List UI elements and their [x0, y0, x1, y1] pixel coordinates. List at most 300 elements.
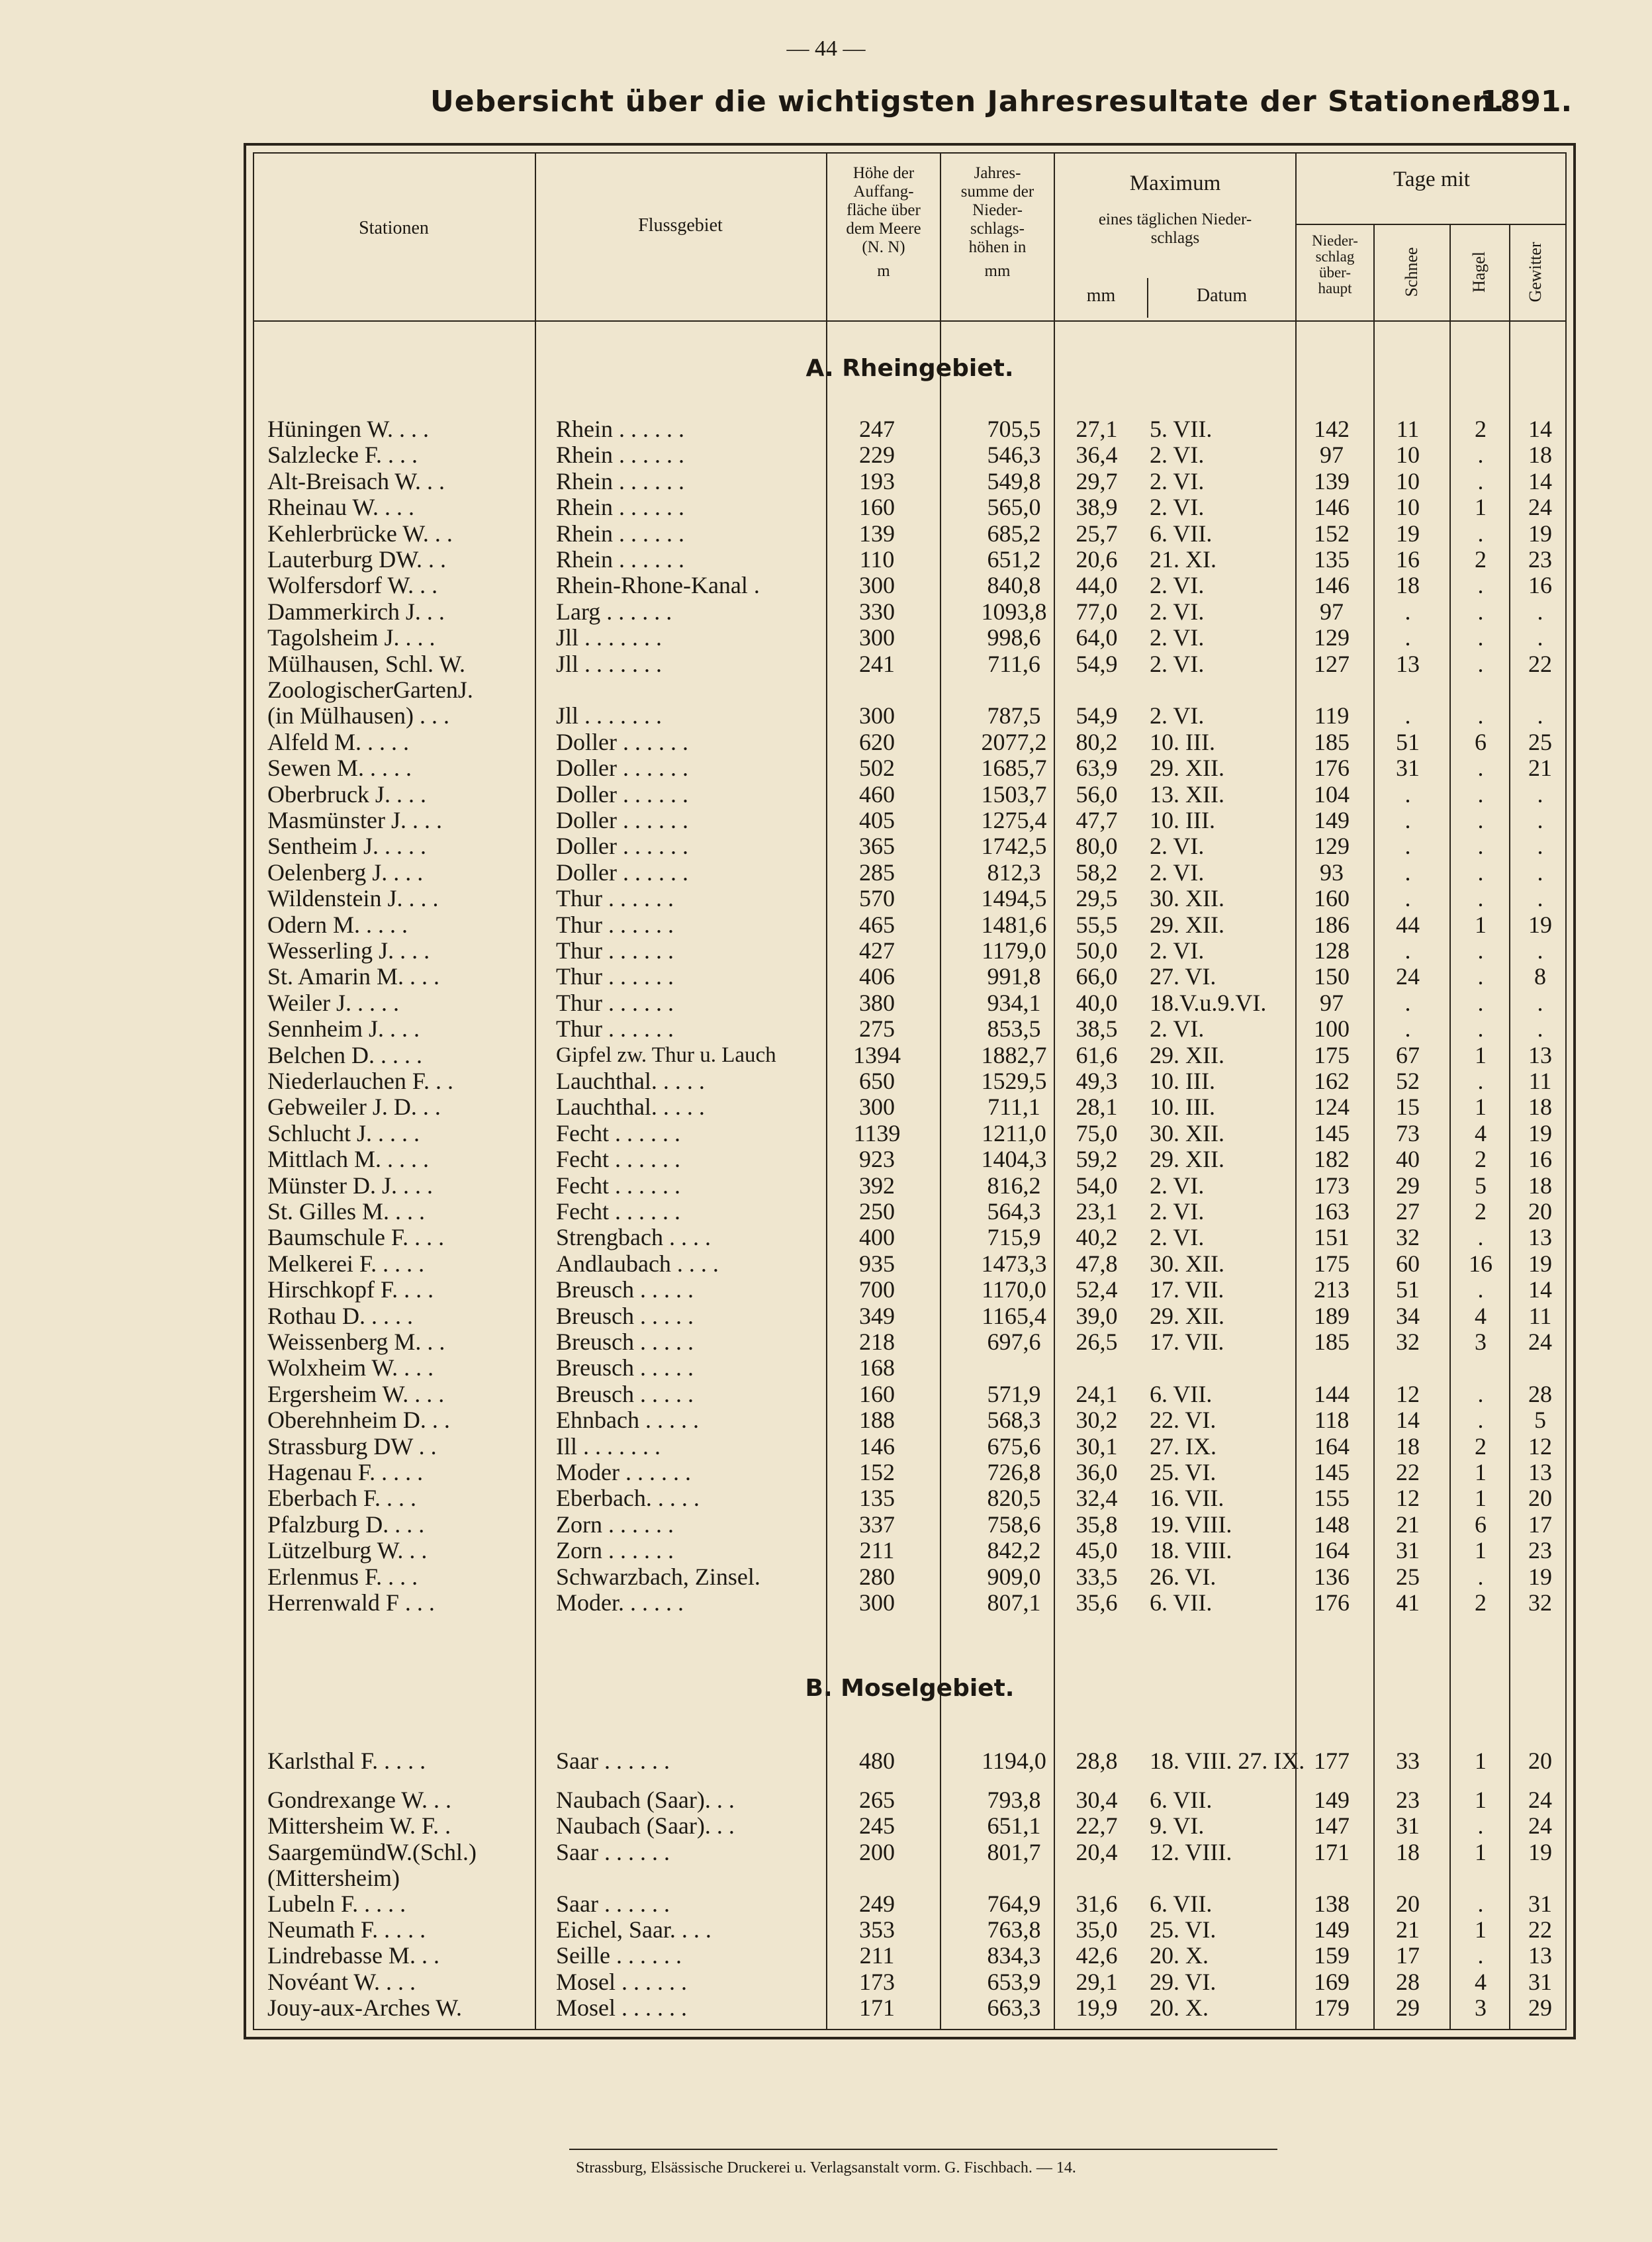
table-row	[253, 1068, 1567, 1094]
footer-rule	[569, 2149, 1277, 2150]
days-snow: 40	[1396, 1146, 1420, 1173]
annual-precip-mm: 549,8	[987, 467, 1041, 494]
header-maximum: Maximum	[1129, 171, 1221, 195]
days-thunder: .	[1537, 624, 1543, 651]
days-thunder: 13	[1528, 1041, 1552, 1068]
days-precip: 160	[1314, 885, 1350, 912]
river-basin: Jll . . . . . . .	[556, 624, 663, 651]
days-snow: 29	[1396, 1172, 1420, 1199]
elevation-m: 280	[859, 1563, 895, 1590]
elevation-m: 193	[859, 467, 895, 494]
elevation-m: 400	[859, 1224, 895, 1251]
river-basin: Rhein . . . . . .	[556, 520, 684, 547]
days-snow: 21	[1396, 1511, 1420, 1538]
table-row	[253, 1839, 1567, 1865]
max-daily-mm: 30,4	[1076, 1787, 1118, 1814]
max-daily-date: 6. VII.	[1150, 1380, 1213, 1407]
annual-precip-mm: 991,8	[987, 963, 1041, 990]
elevation-m: 570	[859, 885, 895, 912]
days-hail: .	[1477, 598, 1484, 625]
river-basin: Breusch . . . . .	[556, 1302, 694, 1329]
header-max-datum: Datum	[1196, 285, 1248, 306]
days-precip: 93	[1320, 859, 1344, 886]
max-daily-mm: 29,7	[1076, 467, 1118, 494]
elevation-m: 380	[859, 989, 895, 1016]
max-daily-date: 13. XII.	[1150, 780, 1224, 808]
days-thunder: 22	[1528, 1916, 1552, 1943]
days-hail: .	[1477, 937, 1484, 964]
days-thunder: 24	[1528, 494, 1552, 521]
max-daily-date: 5. VII.	[1150, 416, 1213, 442]
days-snow: .	[1404, 807, 1411, 833]
river-basin: Doller . . . . . .	[556, 755, 688, 782]
annual-precip-mm: 711,1	[987, 1094, 1040, 1121]
river-basin: Thur . . . . . .	[556, 963, 674, 990]
river-basin: Saar . . . . . .	[556, 1838, 670, 1865]
annual-precip-mm: 764,9	[987, 1891, 1041, 1917]
max-daily-date: 25. VI.	[1150, 1916, 1216, 1943]
table-row	[253, 1537, 1567, 1564]
river-basin: Larg . . . . . .	[556, 598, 672, 625]
days-precip: 124	[1314, 1094, 1350, 1121]
table-row	[253, 1042, 1567, 1068]
max-daily-date: 2. VI.	[1150, 1224, 1205, 1251]
days-thunder: 32	[1528, 1589, 1552, 1616]
elevation-m: 152	[859, 1459, 895, 1485]
max-daily-date: 20. X.	[1150, 1994, 1209, 2021]
max-daily-date: 2. VI.	[1150, 859, 1205, 886]
station-name: Karlsthal F. . . . .	[267, 1748, 426, 1774]
max-daily-date: 2. VI.	[1150, 702, 1205, 729]
max-daily-date: 2. VI.	[1150, 1198, 1205, 1225]
river-basin: Thur . . . . . .	[556, 885, 674, 912]
annual-precip-mm: 651,1	[987, 1812, 1041, 1840]
annual-precip-mm: 807,1	[987, 1589, 1041, 1616]
elevation-m: 923	[859, 1146, 895, 1173]
days-thunder: .	[1537, 859, 1543, 886]
days-thunder: 23	[1528, 1537, 1552, 1564]
days-precip: 176	[1314, 755, 1350, 782]
river-basin: Thur . . . . . .	[556, 937, 674, 964]
max-daily-mm: 36,4	[1076, 442, 1118, 469]
days-snow: 15	[1396, 1094, 1420, 1121]
max-daily-date: 10. III.	[1150, 807, 1215, 833]
max-daily-mm: 32,4	[1076, 1485, 1118, 1512]
station-name: Mittlach M. . . . .	[267, 1146, 429, 1173]
days-snow: 13	[1396, 650, 1420, 677]
elevation-m: 337	[859, 1511, 895, 1538]
annual-precip-mm: 564,3	[987, 1198, 1041, 1225]
days-snow: .	[1404, 1015, 1411, 1043]
river-basin: Thur . . . . . .	[556, 1015, 674, 1043]
station-name: Pfalzburg D. . . .	[267, 1511, 425, 1538]
max-daily-date: 6. VII.	[1150, 1891, 1213, 1917]
station-name: Wolfersdorf W. . .	[267, 572, 438, 599]
river-basin: Rhein . . . . . .	[556, 467, 684, 494]
days-snow: 17	[1396, 1942, 1420, 1969]
max-daily-date: 29. XII.	[1150, 911, 1224, 938]
station-name: ZoologischerGartenJ.	[267, 677, 473, 703]
river-basin: Naubach (Saar). . .	[556, 1812, 735, 1840]
table-row	[253, 1994, 1567, 2021]
annual-precip-mm: 1165,4	[982, 1302, 1046, 1329]
elevation-m: 168	[859, 1354, 895, 1381]
table-row	[253, 885, 1567, 911]
river-basin: Fecht . . . . . .	[556, 1119, 680, 1146]
max-daily-mm: 77,0	[1076, 598, 1118, 625]
max-daily-mm: 29,1	[1076, 1968, 1118, 1995]
days-hail: .	[1477, 885, 1484, 912]
days-snow: 10	[1396, 467, 1420, 494]
header-hoehe: Höhe der Auffang- fläche über dem Meere (N. N) m	[846, 164, 921, 280]
elevation-m: 480	[859, 1748, 895, 1774]
annual-precip-mm: 793,8	[987, 1787, 1041, 1814]
days-hail: .	[1477, 1276, 1484, 1303]
river-basin: Thur . . . . . .	[556, 911, 674, 938]
max-daily-date: 27. VI.	[1150, 963, 1216, 990]
days-snow: 14	[1396, 1407, 1420, 1434]
table-row	[253, 859, 1567, 886]
days-snow: 60	[1396, 1250, 1420, 1277]
max-daily-date: 27. IX.	[1150, 1432, 1216, 1460]
elevation-m: 406	[859, 963, 895, 990]
table-row	[253, 1511, 1567, 1538]
table-row	[253, 1916, 1567, 1943]
table-row	[253, 833, 1567, 859]
max-daily-mm: 31,6	[1076, 1891, 1118, 1917]
table-row	[253, 1812, 1567, 1839]
days-snow: 51	[1396, 728, 1420, 755]
days-snow: .	[1404, 780, 1411, 808]
river-basin: Andlaubach . . . .	[556, 1250, 719, 1277]
max-daily-mm: 24,1	[1076, 1380, 1118, 1407]
table-row	[253, 1969, 1567, 1995]
days-precip: 175	[1314, 1250, 1350, 1277]
header-max-mm: mm	[1086, 285, 1116, 306]
annual-precip-mm: 546,3	[987, 442, 1041, 469]
days-hail: .	[1477, 833, 1484, 860]
max-daily-date: 16. VII.	[1150, 1485, 1224, 1512]
station-name: Melkerei F. . . . .	[267, 1250, 425, 1277]
days-precip: 128	[1314, 937, 1350, 964]
max-daily-date: 29. VI.	[1150, 1968, 1216, 1995]
elevation-m: 405	[859, 807, 895, 833]
max-daily-date: 18.V.u.9.VI.	[1150, 989, 1267, 1016]
max-daily-date: 6. VII.	[1150, 520, 1213, 547]
elevation-m: 365	[859, 833, 895, 860]
elevation-m: 200	[859, 1838, 895, 1865]
river-basin: Saar . . . . . .	[556, 1748, 670, 1774]
elevation-m: 241	[859, 650, 895, 677]
station-name: Gebweiler J. D. . .	[267, 1094, 441, 1121]
river-basin: Breusch . . . . .	[556, 1329, 694, 1355]
elevation-m: 300	[859, 572, 895, 599]
days-hail: 6	[1475, 728, 1487, 755]
days-thunder: .	[1537, 702, 1543, 729]
elevation-m: 330	[859, 598, 895, 625]
table-row	[253, 1865, 1567, 1891]
days-snow: 16	[1396, 546, 1420, 573]
days-thunder: 18	[1528, 1094, 1552, 1121]
days-snow: 20	[1396, 1891, 1420, 1917]
days-hail: .	[1477, 1563, 1484, 1590]
elevation-m: 173	[859, 1968, 895, 1995]
station-name: Hüningen W. . . .	[267, 416, 430, 442]
days-thunder: 29	[1528, 1994, 1552, 2021]
river-basin: Lauchthal. . . . .	[556, 1094, 705, 1121]
days-hail: 1	[1475, 1787, 1487, 1814]
annual-precip-mm: 726,8	[987, 1459, 1041, 1485]
max-daily-date: 2. VI.	[1150, 624, 1205, 651]
elevation-m: 427	[859, 937, 895, 964]
elevation-m: 935	[859, 1250, 895, 1277]
station-name: Novéant W. . . .	[267, 1968, 416, 1995]
table-row	[253, 1250, 1567, 1277]
max-daily-date: 26. VI.	[1150, 1563, 1216, 1590]
elevation-m: 249	[859, 1891, 895, 1917]
elevation-m: 110	[859, 546, 895, 573]
annual-precip-mm: 820,5	[987, 1485, 1041, 1512]
max-daily-mm: 59,2	[1076, 1146, 1118, 1173]
table-row	[253, 729, 1567, 755]
days-thunder: 31	[1528, 1891, 1552, 1917]
days-precip: 177	[1314, 1748, 1350, 1774]
elevation-m: 247	[859, 416, 895, 442]
days-thunder: .	[1537, 989, 1543, 1016]
days-snow: 24	[1396, 963, 1420, 990]
days-snow: 31	[1396, 1812, 1420, 1840]
days-precip: 185	[1314, 1329, 1350, 1355]
max-daily-mm: 23,1	[1076, 1198, 1118, 1225]
max-daily-date: 10. III.	[1150, 728, 1215, 755]
max-daily-date: 9. VI.	[1150, 1812, 1205, 1840]
table-row	[253, 1485, 1567, 1511]
days-snow: 18	[1396, 1432, 1420, 1460]
max-daily-mm: 47,7	[1076, 807, 1118, 833]
max-daily-mm: 35,0	[1076, 1916, 1118, 1943]
annual-precip-mm: 834,3	[987, 1942, 1041, 1969]
days-snow: 18	[1396, 1838, 1420, 1865]
annual-precip-mm: 1179,0	[982, 937, 1046, 964]
page-number: — 44 —	[786, 36, 866, 61]
days-thunder: 18	[1528, 442, 1552, 469]
annual-precip-mm: 934,1	[987, 989, 1041, 1016]
station-name: Mülhausen, Schl. W.	[267, 650, 466, 677]
days-precip: 151	[1314, 1224, 1350, 1251]
station-name: Sennheim J. . . .	[267, 1015, 420, 1043]
table-row	[253, 520, 1567, 547]
days-snow: 52	[1396, 1068, 1420, 1094]
table-row	[253, 1354, 1567, 1381]
days-snow: 32	[1396, 1224, 1420, 1251]
days-thunder: 14	[1528, 416, 1552, 442]
elevation-m: 620	[859, 728, 895, 755]
elevation-m: 171	[859, 1994, 895, 2021]
days-thunder: 19	[1528, 1838, 1552, 1865]
station-name: Sentheim J. . . . .	[267, 833, 426, 860]
river-basin: Moder. . . . . .	[556, 1589, 684, 1616]
annual-precip-mm: 565,0	[987, 494, 1041, 521]
days-thunder: 14	[1528, 467, 1552, 494]
max-daily-date: 29. XII.	[1150, 1041, 1224, 1068]
days-thunder: 20	[1528, 1748, 1552, 1774]
days-precip: 148	[1314, 1511, 1350, 1538]
max-daily-date: 2. VI.	[1150, 494, 1205, 521]
station-name: Lützelburg W. . .	[267, 1537, 428, 1564]
station-name: (Mittersheim)	[267, 1864, 400, 1891]
table-row	[253, 937, 1567, 964]
days-precip: 152	[1314, 520, 1350, 547]
station-name: Mittersheim W. F. .	[267, 1812, 451, 1840]
days-hail: .	[1477, 859, 1484, 886]
station-name: Münster D. J. . . .	[267, 1172, 433, 1199]
days-thunder: 31	[1528, 1968, 1552, 1995]
days-snow: 31	[1396, 755, 1420, 782]
max-daily-mm: 25,7	[1076, 520, 1118, 547]
annual-precip-mm: 1194,0	[982, 1748, 1046, 1774]
days-precip: 97	[1320, 989, 1344, 1016]
annual-precip-mm: 685,2	[987, 520, 1041, 547]
max-daily-mm: 44,0	[1076, 572, 1118, 599]
days-precip: 145	[1314, 1459, 1350, 1485]
river-basin: Zorn . . . . . .	[556, 1537, 674, 1564]
station-name: Sewen M. . . . .	[267, 755, 412, 782]
max-daily-mm: 39,0	[1076, 1302, 1118, 1329]
days-hail: .	[1477, 520, 1484, 547]
days-precip: 149	[1314, 807, 1350, 833]
days-hail: 1	[1475, 1537, 1487, 1564]
station-name: Wildenstein J. . . .	[267, 885, 439, 912]
days-hail: 1	[1475, 1748, 1487, 1774]
elevation-m: 265	[859, 1787, 895, 1814]
days-hail: 2	[1475, 1589, 1487, 1616]
river-basin: Eichel, Saar. . . .	[556, 1916, 711, 1943]
annual-precip-mm: 909,0	[987, 1563, 1041, 1590]
days-hail: 3	[1475, 1994, 1487, 2021]
annual-precip-mm: 697,6	[987, 1329, 1041, 1355]
annual-precip-mm: 801,7	[987, 1838, 1041, 1865]
elevation-m: 1139	[853, 1119, 901, 1146]
days-thunder: 11	[1528, 1068, 1552, 1094]
days-precip: 149	[1314, 1916, 1350, 1943]
table-row	[253, 1172, 1567, 1199]
days-snow: 25	[1396, 1563, 1420, 1590]
days-hail: 4	[1475, 1968, 1487, 1995]
max-daily-date: 29. XII.	[1150, 1302, 1224, 1329]
max-daily-mm: 35,6	[1076, 1589, 1118, 1616]
days-hail: 2	[1475, 416, 1487, 442]
days-thunder: 28	[1528, 1380, 1552, 1407]
days-thunder: 20	[1528, 1485, 1552, 1512]
river-basin: Doller . . . . . .	[556, 807, 688, 833]
days-hail: .	[1477, 780, 1484, 808]
max-daily-date: 10. III.	[1150, 1094, 1215, 1121]
river-basin: Eberbach. . . . .	[556, 1485, 700, 1512]
days-thunder: 19	[1528, 1119, 1552, 1146]
river-basin: Mosel . . . . . .	[556, 1994, 687, 2021]
annual-precip-mm: 812,3	[987, 859, 1041, 886]
max-daily-date: 12. VIII.	[1150, 1838, 1232, 1865]
max-daily-mm: 66,0	[1076, 963, 1118, 990]
max-daily-date: 25. VI.	[1150, 1459, 1216, 1485]
max-daily-date: 21. XI.	[1150, 546, 1216, 573]
header-gewitter: Gewitter	[1526, 242, 1545, 303]
days-precip: 150	[1314, 963, 1350, 990]
max-daily-mm: 20,4	[1076, 1838, 1118, 1865]
river-basin: Zorn . . . . . .	[556, 1511, 674, 1538]
days-precip: 100	[1314, 1015, 1350, 1043]
elevation-m: 1394	[853, 1041, 901, 1068]
days-thunder: 13	[1528, 1459, 1552, 1485]
days-precip: 129	[1314, 833, 1350, 860]
station-name: Baumschule F. . . .	[267, 1224, 445, 1251]
year-label: 1891.	[1480, 85, 1573, 118]
days-hail: .	[1477, 1224, 1484, 1251]
days-precip: 138	[1314, 1891, 1350, 1917]
river-basin: Moder . . . . . .	[556, 1459, 691, 1485]
days-snow: 19	[1396, 520, 1420, 547]
table-row	[253, 990, 1567, 1016]
days-snow: 27	[1396, 1198, 1420, 1225]
max-daily-date: 2. VI.	[1150, 1172, 1205, 1199]
days-thunder: .	[1537, 807, 1543, 833]
annual-precip-mm: 1742,5	[981, 833, 1047, 860]
days-precip: 164	[1314, 1537, 1350, 1564]
station-name: St. Gilles M. . . .	[267, 1198, 426, 1225]
days-precip: 175	[1314, 1041, 1350, 1068]
days-snow: 44	[1396, 911, 1420, 938]
max-daily-mm: 22,7	[1076, 1812, 1118, 1840]
elevation-m: 245	[859, 1812, 895, 1840]
header-jahressumme: Jahres- summe der Nieder- schlags- höhen in mm	[960, 164, 1034, 280]
table-row	[253, 416, 1567, 442]
station-name: Hirschkopf F. . . .	[267, 1276, 434, 1303]
river-basin: Doller . . . . . .	[556, 780, 688, 808]
elevation-m: 353	[859, 1916, 895, 1943]
max-daily-mm: 56,0	[1076, 780, 1118, 808]
table-row	[253, 1748, 1567, 1774]
days-precip: 162	[1314, 1068, 1350, 1094]
days-thunder: 23	[1528, 546, 1552, 573]
days-thunder: 19	[1528, 911, 1552, 938]
river-basin: Naubach (Saar). . .	[556, 1787, 735, 1814]
days-hail: .	[1477, 1068, 1484, 1094]
max-daily-mm: 64,0	[1076, 624, 1118, 651]
station-name: Jouy-aux-Arches W.	[267, 1994, 462, 2021]
station-name: Strassburg DW . .	[267, 1432, 437, 1460]
max-daily-mm: 38,5	[1076, 1015, 1118, 1043]
days-hail: 4	[1475, 1302, 1487, 1329]
elevation-m: 650	[859, 1068, 895, 1094]
station-name: Rothau D. . . . .	[267, 1302, 413, 1329]
elevation-m: 300	[859, 1094, 895, 1121]
days-snow: .	[1404, 833, 1411, 860]
days-hail: .	[1477, 1380, 1484, 1407]
days-precip: 97	[1320, 442, 1344, 469]
max-daily-mm: 58,2	[1076, 859, 1118, 886]
max-daily-mm: 49,3	[1076, 1068, 1118, 1094]
max-daily-date: 17. VII.	[1150, 1276, 1224, 1303]
elevation-m: 460	[859, 780, 895, 808]
table-row	[253, 755, 1567, 781]
elevation-m: 229	[859, 442, 895, 469]
table-row	[253, 1015, 1567, 1042]
days-thunder: .	[1537, 885, 1543, 912]
station-name: Tagolsheim J. . . .	[267, 624, 436, 651]
days-thunder: 13	[1528, 1942, 1552, 1969]
max-daily-date: 2. VI.	[1150, 598, 1205, 625]
max-daily-mm: 33,5	[1076, 1563, 1118, 1590]
